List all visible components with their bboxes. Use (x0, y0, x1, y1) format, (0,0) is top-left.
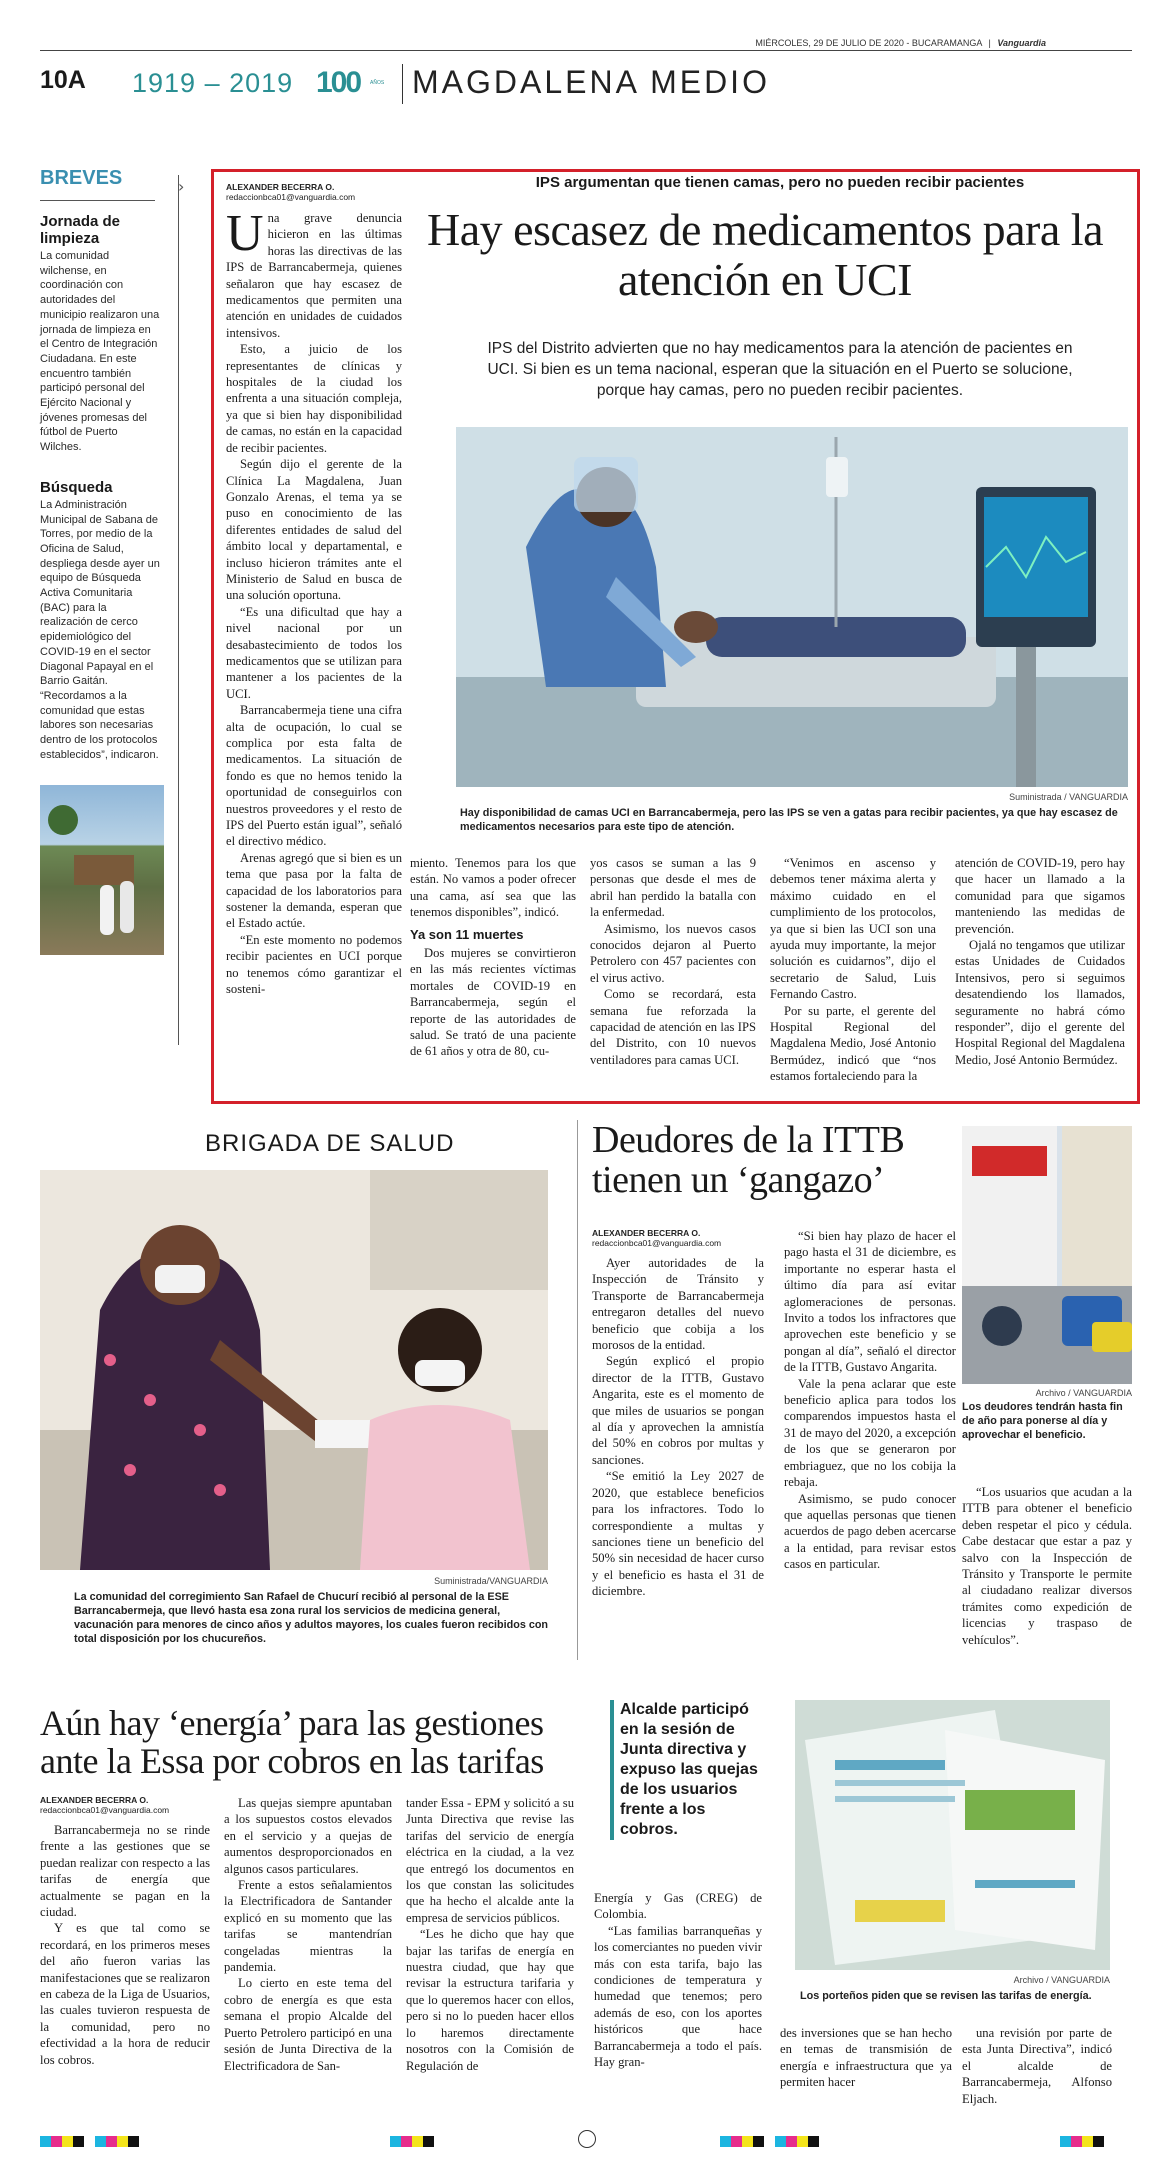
anniversary-number: 100 (316, 66, 361, 99)
lead-subhead: Ya son 11 muertes (410, 926, 524, 942)
brigada-photo-credit: Suministrada/VANGUARDIA (434, 1576, 548, 1586)
anniversary-years: 1919 – 2019 (132, 68, 294, 98)
essa-headline: Aún hay ‘energía’ para las gestiones ante la Essa por cobros en las tarifas (40, 1703, 544, 1781)
essa-caption: Los porteños piden que se revisen las tarifas de energía. (800, 1990, 1092, 2002)
essa-byline (40, 1795, 240, 1815)
print-color-bar-left (40, 2134, 139, 2145)
ittb-c2-p2: Vale la pena aclarar que este beneficio aplica para todos los comparendos impuestos hasta el 31 de mayo del 2020, a excepción de los que se generaron por embriaguez, que no los cobija la rebaja. (784, 1376, 956, 1490)
lead-caption: Hay disponibilidad de camas UCI en Barrancabermeja, pero las IPS se ven a gatas para recibir pacientes, ya que hay escasez de medicamentos necesarios para este tipo de atención. (460, 807, 1118, 833)
essa-column-5 (780, 2025, 952, 2091)
ittb-photo-credit: Archivo / VANGUARDIA (1035, 1388, 1132, 1398)
byline-name: ALEXANDER BECERRA O. (226, 182, 335, 192)
essa-c3-p2: “Les he dicho que hay que bajar las tarifas de energía en nuestra ciudad, que hay que revisar la estructura tarifaria y que lo queremos hacer con ellos, pero si no lo pueden hacer ellos lo haremos directamente nosotros con la Comisión de Regulación de (406, 1927, 574, 2073)
ittb-caption: Los deudores tendrán hasta fin de año para ponerse al día y aprovechar el beneficio. (962, 1401, 1123, 1441)
essa-c6-p1: una revisión por parte de esta Junta Directiva”, indicó el alcalde de Barrancabermeja, Alfonso Eljach. (962, 2026, 1112, 2106)
lead-column-3 (590, 855, 756, 1068)
essa-c1-p1: Barrancabermeja no se rinde frente a las gestiones que se puedan realizar con respecto a las tarifas de energía que actualmente se pagan en la ciudad. (40, 1823, 210, 1920)
lead-headline: Hay escasez de medicamentos para la atención en UCI (427, 204, 1103, 305)
brigada-photo (40, 1170, 548, 1570)
lead-byline (226, 182, 376, 202)
breve-text-busqueda: La Administración Municipal de Sabana de Torres, por medio de la Oficina de Salud, despliega desde ayer un equipo de Búsqueda Activa Comunitaria (BAC) para la realización de cerco epidemiológico del COVID-19 en el sector Diagonal Papayal en el Barrio Gaitán. “Recordamos a la comunidad que estas labores son necesarias dentro de los protocolos establecidos”, indicaron. (40, 498, 160, 761)
anniversary-suffix: AÑOS (370, 80, 385, 86)
ittb-column-1 (592, 1255, 764, 1600)
print-color-bar-right (720, 2134, 819, 2145)
byline-email: redaccionbca01@vanguardia.com (40, 1805, 170, 1815)
lead-p6: Arenas agregó que si bien es un tema que pasa por la falta de capacidad de los laboratorios para sostener la demanda, esperan que el Estado actúe. (226, 850, 402, 931)
essa-c5-p1: des inversiones que se han hecho en temas de transmisión de energía e infraestructura que ya permiten hacer (780, 2026, 952, 2090)
lead-c3-p3: Como se recordará, esta semana fue reforzada la capacidad de atención en las IPS del Distrito, con 10 nuevos ventiladores para camas UCI. (590, 987, 756, 1067)
lead-c4-p1: “Venimos en ascenso y debemos tener máxima alerta y máximo cuidado en el cumplimiento de los protocolos, ya que si bien las UCI son una ayuda muy importante, la mejor solución es cuidarnos”, dijo el secretario de Salud, Luis Fernando Castro. (770, 856, 936, 1002)
ittb-byline (592, 1228, 792, 1248)
lead-p2: Esto, a juicio de los representantes de clínicas y hospitales de la ciudad los enfrenta a una situación compleja, ya que si bien hay disponibilidad de camas, no están en la capacidad de recibir pacientes. (226, 342, 402, 455)
ittb-photo (962, 1126, 1132, 1384)
date-line: MIÉRCOLES, 29 DE JULIO DE 2020 - BUCARAMANGA | Vanguardia (755, 38, 1046, 48)
breve-text-limpieza: La comunidad wilchense, en coordinación con autoridades del municipio realizaron una jornada de limpieza en el Centro de Integración Ciudadana. En este encuentro también participó personal del Ejército Nacional y jóvenes promesas del fútbol de Puerto Wilches. (40, 250, 160, 454)
ittb-c1-p2: Según explicó el propio director de la ITTB, Gustavo Angarita, este es el momento de que miles de usuarios se pongan al día y aprovechen la amnistía del 50% en cobros por multas y sanciones. (592, 1354, 764, 1467)
lead-column-1 (226, 205, 402, 998)
lead-c4-p2: Por su parte, el gerente del Hospital Regional del Magdalena Medio, José Antonio Bermúdez, indicó que “nos estamos fortaleciendo para la (770, 1003, 936, 1084)
breve-title-limpieza: Jornada de limpieza (40, 213, 121, 247)
print-color-bar-far-right (1060, 2134, 1104, 2145)
ittb-scene-illustration (962, 1126, 1132, 1384)
essa-c4-p2: “Las familias barranqueñas y los comerciantes no pueden vivir más con esta tarifa, bajo las condiciones de temperatura y humedad que tenemos; pero además de eso, con los aportes históricos que hace Barrancabermeja a todo el país. Hay gran- (594, 1923, 762, 2070)
brigada-scene-illustration (40, 1170, 548, 1570)
icu-scene-illustration (456, 427, 1128, 787)
essa-column-2 (224, 1795, 392, 2074)
registration-mark-icon (578, 2130, 596, 2148)
lead-photo-credit: Suministrada / VANGUARDIA (1009, 792, 1128, 802)
essa-bills-illustration (795, 1700, 1110, 1970)
essa-c4-p1: Energía y Gas (CREG) de Colombia. (594, 1891, 762, 1922)
essa-photo-credit: Archivo / VANGUARDIA (1013, 1975, 1110, 1985)
lead-p7: “En este momento no podemos recibir pacientes en UCI porque no tenemos cómo garantizar el sosteni- (226, 932, 402, 997)
brigada-title: BRIGADA DE SALUD (205, 1130, 455, 1157)
essa-column-3 (406, 1795, 574, 2074)
ittb-headline: Deudores de la ITTB tienen un ‘gangazo’ (592, 1119, 905, 1201)
page-number: 10A (40, 66, 86, 94)
brand-logo: Vanguardia (997, 38, 1046, 48)
lead-c3-p1: yos casos se suman a las 9 personas que desde el mes de abril han perdido la batalla con la enfermedad. (590, 856, 756, 920)
ittb-c1-p1: Ayer autoridades de la Inspección de Tránsito y Transporte de Barrancabermeja entregaron detalles del nuevo beneficio que cobija a los morosos de la entidad. (592, 1256, 764, 1353)
lead-c5-p1: atención de COVID-19, pero hay que hacer un llamado a la comunidad para que sigamos manteniendo las medidas de prevención. (955, 856, 1125, 936)
header-divider (402, 64, 403, 104)
ittb-column-3 (962, 1484, 1132, 1648)
essa-c1-p2: Y es que tal como se recordará, en los primeros meses del año fueron varias las manifestaciones que se realizaron en cabeza de la Liga de Usuarios, las cuales tuvieron respuesta de la comunidad, pero no efectividad a la hora de reducir los cobros. (40, 1921, 210, 2067)
lead-c3-p2: Asimismo, los nuevos casos conocidos dejaron al Puerto Petrolero con 457 pacientes con el virus activo. (590, 921, 756, 985)
column-divider (577, 1120, 578, 1660)
lead-p5: Barrancabermeja tiene una cifra alta de ocupación, lo cual se complica por esta falta de medicamentos. La situación de fondo es que no hemos tenido la oportunidad de conseguirlos con nuestros proveedores y el resto de IPS del Puerto están igual”, señaló el directivo médico. (226, 703, 402, 849)
byline-name: ALEXANDER BECERRA O. (592, 1228, 701, 1238)
essa-photo (795, 1700, 1110, 1970)
lead-dropcap: U (226, 205, 264, 262)
lead-p4: “Es una dificultad que hay a nivel nacional por un desabastecimiento de todos los medicamentos que se utilizan para mantener a los pacientes de la UCI. (226, 604, 402, 701)
breves-right-rule (178, 175, 179, 1045)
breves-title: BREVES (40, 167, 123, 189)
essa-c2-p2: Frente a estos señalamientos la Electrificadora de Santander explicó en su momento que las tarifas se mantendrían congeladas mientras la pandemia. (224, 1878, 392, 1975)
essa-column-1 (40, 1822, 210, 2068)
breves-photo (40, 785, 164, 955)
ittb-c1-p3: “Se emitió la Ley 2027 de 2020, que establece beneficios para los infractores. Todo lo correspondiente a multas y sanciones tiene un beneficio del 50% sin necesidad de hacer curso y el beneficio es hasta el 31 de diciembre. (592, 1469, 764, 1599)
essa-pull-quote: Alcalde participó en la sesión de Junta directiva y expuso las quejas de los usuarios frente a los cobros. (610, 1700, 760, 1840)
essa-c2-p3: Lo cierto en este tema del cobro de energía es que esta semana el propio Alcalde del Puerto Petrolero participó en una sesión de Junta Directiva de la Electrificadora de San- (224, 1976, 392, 2073)
essa-column-6 (962, 2025, 1112, 2107)
byline-email: redaccionbca01@vanguardia.com (226, 192, 356, 202)
date-text: MIÉRCOLES, 29 DE JULIO DE 2020 - BUCARAMANGA (755, 38, 982, 48)
section-title: MAGDALENA MEDIO (412, 64, 770, 100)
header-rule (40, 50, 1132, 51)
breves-rule (40, 200, 155, 201)
lead-c5-p2: Ojalá no tengamos que utilizar estas Unidades de Cuidados Intensivos, pero si seguimos desatendiendo los llamados, seguramente no habrá cómo responder”, dijo el gerente del Hospital Regional del Magdalena Medio, José Antonio Bermúdez. (955, 938, 1125, 1067)
lead-column-5 (955, 855, 1125, 1068)
lead-c2-p1: miento. Tenemos para los que están. No vamos a poder ofrecer una cama, así sea que las tenemos disponibles”, indicó. (410, 856, 576, 920)
lead-p3: Según dijo el gerente de la Clínica La Magdalena, Juan Gonzalo Arenas, el tema ya se puso en conocimiento de las diferentes entidades de salud del ámbito local y departamental, e incluso hicieron trámites ante el Ministerio de Salud en busca de una solución oportuna. (226, 457, 402, 603)
ittb-c2-p1: “Si bien hay plazo de hacer el pago hasta el 31 de diciembre, es importante no esperar hasta el último día para así evitar aglomeraciones de personas. Invito a todos los infractores que aprovechen este beneficio y se pongan al día”, señaló el director de la ITTB, Gustavo Angarita. (784, 1229, 956, 1375)
ittb-c2-p3: Asimismo, se pudo conocer que aquellas personas que tienen acuerdos de pago deben acercarse a la entidad, para revisar estos casos en particular. (784, 1491, 956, 1572)
lead-photo (456, 427, 1128, 787)
ittb-c3-p1: “Los usuarios que acudan a la ITTB para obtener el beneficio deben respetar el pico y cédula. Cabe destacar que estar a paz y salvo con la Inspección de Tránsito y Transporte le permite al ciudadano realizar diversos trámites como expedición de licencias y traspaso de vehículos”. (962, 1485, 1132, 1647)
breve-title-busqueda: Búsqueda (40, 478, 113, 496)
lead-deck: IPS del Distrito advierten que no hay medicamentos para la atención de pacientes en UCI. Si bien es un tema nacional, esperan que la situación en el Puerto se solucione, porque hay camas, pero no pueden recibir pacientes. (487, 340, 1073, 399)
print-color-bar-mid (390, 2134, 434, 2145)
byline-name: ALEXANDER BECERRA O. (40, 1795, 149, 1805)
essa-c3-p1: tander Essa - EPM y solicitó a su Junta Directiva que revise las tarifas del servicio de energía eléctrica en la ciudad, a la vez que entregó los documentos en los que constan las solicitudes que ha hecho el alcalde ante la empresa de servicios públicos. (406, 1796, 574, 1925)
lead-column-4 (770, 855, 936, 1085)
byline-email: redaccionbca01@vanguardia.com (592, 1238, 722, 1248)
brigada-caption: La comunidad del corregimiento San Rafael de Chucurí recibió al personal de la ESE Barrancabermeja, que llevó hasta esa zona rural los servicios de medicina general, vacunación para menores de cinco años y adultos mayores, los cuales fueron recibidos con total disposición por los chucureños. (74, 1591, 549, 1645)
essa-c2-p1: Las quejas siempre apuntaban a los supuestos costos elevados en el servicio y a quejas de aumentos desproporcionados en algunos casos particulares. (224, 1796, 392, 1876)
breves-sidebar (40, 165, 185, 1055)
breves-bracket-icon: › (178, 177, 185, 196)
essa-column-4 (594, 1890, 762, 2070)
lead-kicker: IPS argumentan que tienen camas, pero no pueden recibir pacientes (535, 174, 1025, 191)
ittb-column-2 (784, 1228, 956, 1573)
lead-column-2 (410, 855, 576, 1060)
lead-c2-p2: Dos mujeres se convirtieron en las más recientes víctimas mortales de COVID-19 en Barrancabermeja, según el reporte de las autoridades de salud. Se trató de una paciente de 61 años y otra de 80, cu- (410, 946, 576, 1059)
anniversary-logo (316, 64, 386, 102)
lead-p1: na grave denuncia hicieron en las últimas horas las directivas de las IPS de Barrancabermeja, quienes señalaron que hay escasez de medicamentos que permiten una atención en unidades de cuidados intensivos. (226, 211, 402, 340)
